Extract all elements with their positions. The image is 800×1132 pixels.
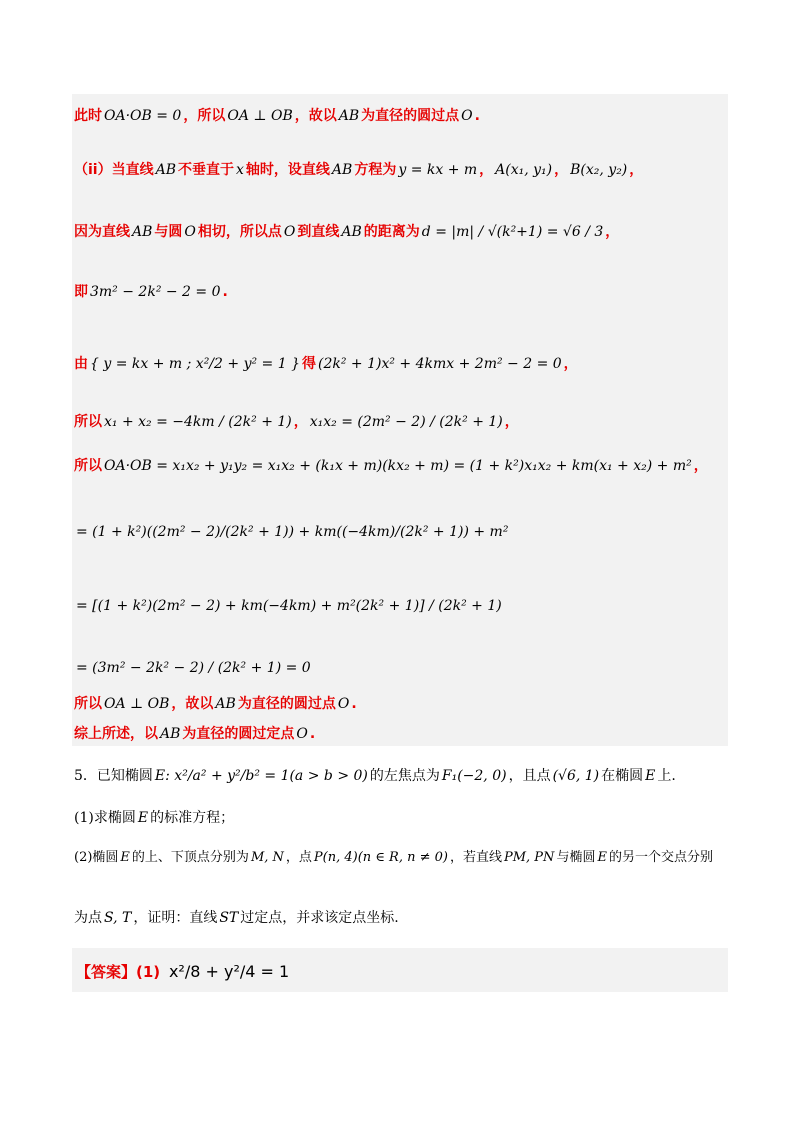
text-segment: ， xyxy=(605,224,620,240)
text-segment: 此时 xyxy=(74,108,102,124)
solution-line xyxy=(74,282,228,302)
math-expression: S, T xyxy=(104,910,132,926)
solution-line xyxy=(74,658,313,678)
text-segment: 为直径的圆过点 xyxy=(237,696,336,712)
text-segment: 为直径的圆过点 xyxy=(361,108,460,124)
text-segment: 的距离为 xyxy=(363,224,420,240)
math-expression: (√6, 1) xyxy=(552,768,600,784)
math-expression: { y = kx + m ; x²/2 + y² = 1 } xyxy=(90,356,300,372)
problem-line xyxy=(74,848,713,868)
math-expression: M, N xyxy=(250,850,284,865)
text-segment: 综上所述，以 xyxy=(74,726,158,742)
text-segment: ， xyxy=(504,414,519,430)
math-expression: OA ⊥ OB xyxy=(227,108,293,124)
text-segment: ，故以 xyxy=(294,108,337,124)
text-segment: ，所以 xyxy=(183,108,226,124)
text-segment: 即 xyxy=(74,284,88,300)
math-expression: OA ⊥ OB xyxy=(104,696,170,712)
math-expression: AB xyxy=(160,726,181,742)
math-expression: O xyxy=(283,224,296,240)
text-segment: 得 xyxy=(301,356,316,372)
text-segment: （ii）当直线 xyxy=(74,162,154,178)
math-expression: PM, PN xyxy=(503,850,555,865)
math-expression: ST xyxy=(219,910,239,926)
math-expression: AB xyxy=(155,162,177,178)
math-expression: E xyxy=(120,850,130,865)
solution-line xyxy=(74,354,578,374)
text-segment: 不垂直于 xyxy=(178,162,235,178)
math-expression: A(x₁, y₁) xyxy=(495,162,553,178)
math-expression: E xyxy=(645,768,656,784)
math-expression: E: x²/a² + y²/b² = 1(a > b > 0) xyxy=(154,768,368,784)
answer-label: 【答案】 xyxy=(76,963,137,981)
math-expression: E xyxy=(137,810,149,826)
math-expression: x₁ + x₂ = −4km / (2k² + 1) xyxy=(104,414,292,430)
math-expression: AB xyxy=(331,162,353,178)
math-expression: OA·OB = 0 xyxy=(104,108,182,124)
text-segment: 所以 xyxy=(74,696,102,712)
text-segment: 的左焦点为 xyxy=(369,768,440,784)
text-segment: 轴时，设直线 xyxy=(245,162,330,178)
math-expression: P(n, 4)(n ∈ R, n ≠ 0) xyxy=(313,850,448,865)
answer-formula: x²/8 + y²/4 = 1 xyxy=(168,962,290,981)
text-segment: ， xyxy=(554,162,569,178)
text-segment: 由 xyxy=(74,356,88,372)
text-segment: ， xyxy=(479,162,494,178)
solution-line xyxy=(74,522,510,542)
solution-line xyxy=(74,412,519,432)
math-expression: AB xyxy=(338,108,360,124)
problem-line xyxy=(74,766,676,786)
math-expression: d = |m| / √(k²+1) = √6 / 3 xyxy=(421,224,604,240)
text-segment: ，证明：直线 xyxy=(133,910,218,926)
text-segment: ， xyxy=(293,414,308,430)
text-segment: ，点 xyxy=(285,850,312,865)
text-segment: . xyxy=(222,284,228,300)
text-segment: 的标准方程； xyxy=(150,810,235,826)
math-expression: = [(1 + k²)(2m² − 2) + km(−4km) + m²(2k² + 1)] / (2k² + 1) xyxy=(76,598,502,614)
math-expression: O xyxy=(184,224,196,240)
math-expression: E xyxy=(597,850,607,865)
math-expression: y = kx + m xyxy=(398,162,478,178)
math-expression: x xyxy=(236,162,244,178)
math-expression: (2k² + 1)x² + 4kmx + 2m² − 2 = 0 xyxy=(317,356,562,372)
math-expression: 3m² − 2k² − 2 = 0 xyxy=(90,284,221,300)
math-expression: AB xyxy=(132,224,153,240)
text-segment: ， xyxy=(693,458,708,474)
text-segment: 5．已知椭圆 xyxy=(74,768,153,784)
math-expression: AB xyxy=(341,224,362,240)
problem-line xyxy=(74,808,234,828)
text-segment: 与椭圆 xyxy=(556,850,596,865)
solution-line xyxy=(74,724,315,744)
math-expression: x₁x₂ = (2m² − 2) / (2k² + 1) xyxy=(309,414,503,430)
text-segment: . xyxy=(309,726,316,742)
text-segment: 相切，所以点 xyxy=(197,224,282,240)
text-segment: 的另一个交点分别 xyxy=(608,850,713,865)
solution-line xyxy=(74,222,619,242)
text-segment: ，若直线 xyxy=(449,850,502,865)
text-segment: 所以 xyxy=(74,458,102,474)
text-segment: ，故以 xyxy=(171,696,214,712)
problem-line xyxy=(74,908,399,928)
math-expression: B(x₂, y₂) xyxy=(570,162,628,178)
text-segment: ， xyxy=(563,356,578,372)
text-segment: 所以 xyxy=(74,414,102,430)
math-expression: O xyxy=(296,726,308,742)
text-segment: ，且点 xyxy=(508,768,551,784)
text-segment: 上. xyxy=(657,768,676,784)
text-segment: 因为直线 xyxy=(74,224,130,240)
answer-part: (1) xyxy=(136,963,161,981)
text-segment: (2)椭圆 xyxy=(74,850,119,865)
math-expression: = (1 + k²)((2m² − 2)/(2k² + 1)) + km((−4km)/(2k² + 1)) + m² xyxy=(76,524,509,540)
solution-line xyxy=(74,160,643,180)
solution-line xyxy=(74,694,357,714)
text-segment: . xyxy=(474,108,480,124)
text-segment: 过定点，并求该定点坐标. xyxy=(240,910,399,926)
text-segment: 为点 xyxy=(74,910,102,926)
text-segment: 为直径的圆过定点 xyxy=(182,726,295,742)
math-expression: OA·OB = x₁x₂ + y₁y₂ = x₁x₂ + (k₁x + m)(kx₂ + m) = (1 + k²)x₁x₂ + km(x₁ + x₂) + m² xyxy=(104,458,692,474)
text-segment: 与圆 xyxy=(154,224,183,240)
text-segment: 在椭圆 xyxy=(601,768,644,784)
answer-line xyxy=(76,962,289,982)
solution-line xyxy=(74,596,504,616)
solution-line xyxy=(74,456,708,476)
text-segment: . xyxy=(351,696,357,712)
text-segment: 方程为 xyxy=(354,162,397,178)
math-expression: = (3m² − 2k² − 2) / (2k² + 1) = 0 xyxy=(76,660,311,676)
solution-line xyxy=(74,106,480,126)
math-expression: F₁(−2, 0) xyxy=(441,768,507,784)
text-segment: ， xyxy=(629,162,644,178)
math-expression: AB xyxy=(215,696,236,712)
text-segment: 的上、下顶点分别为 xyxy=(131,850,249,865)
text-segment: 到直线 xyxy=(297,224,340,240)
text-segment: (1)求椭圆 xyxy=(74,810,136,826)
math-expression: O xyxy=(461,108,473,124)
math-expression: O xyxy=(337,696,350,712)
